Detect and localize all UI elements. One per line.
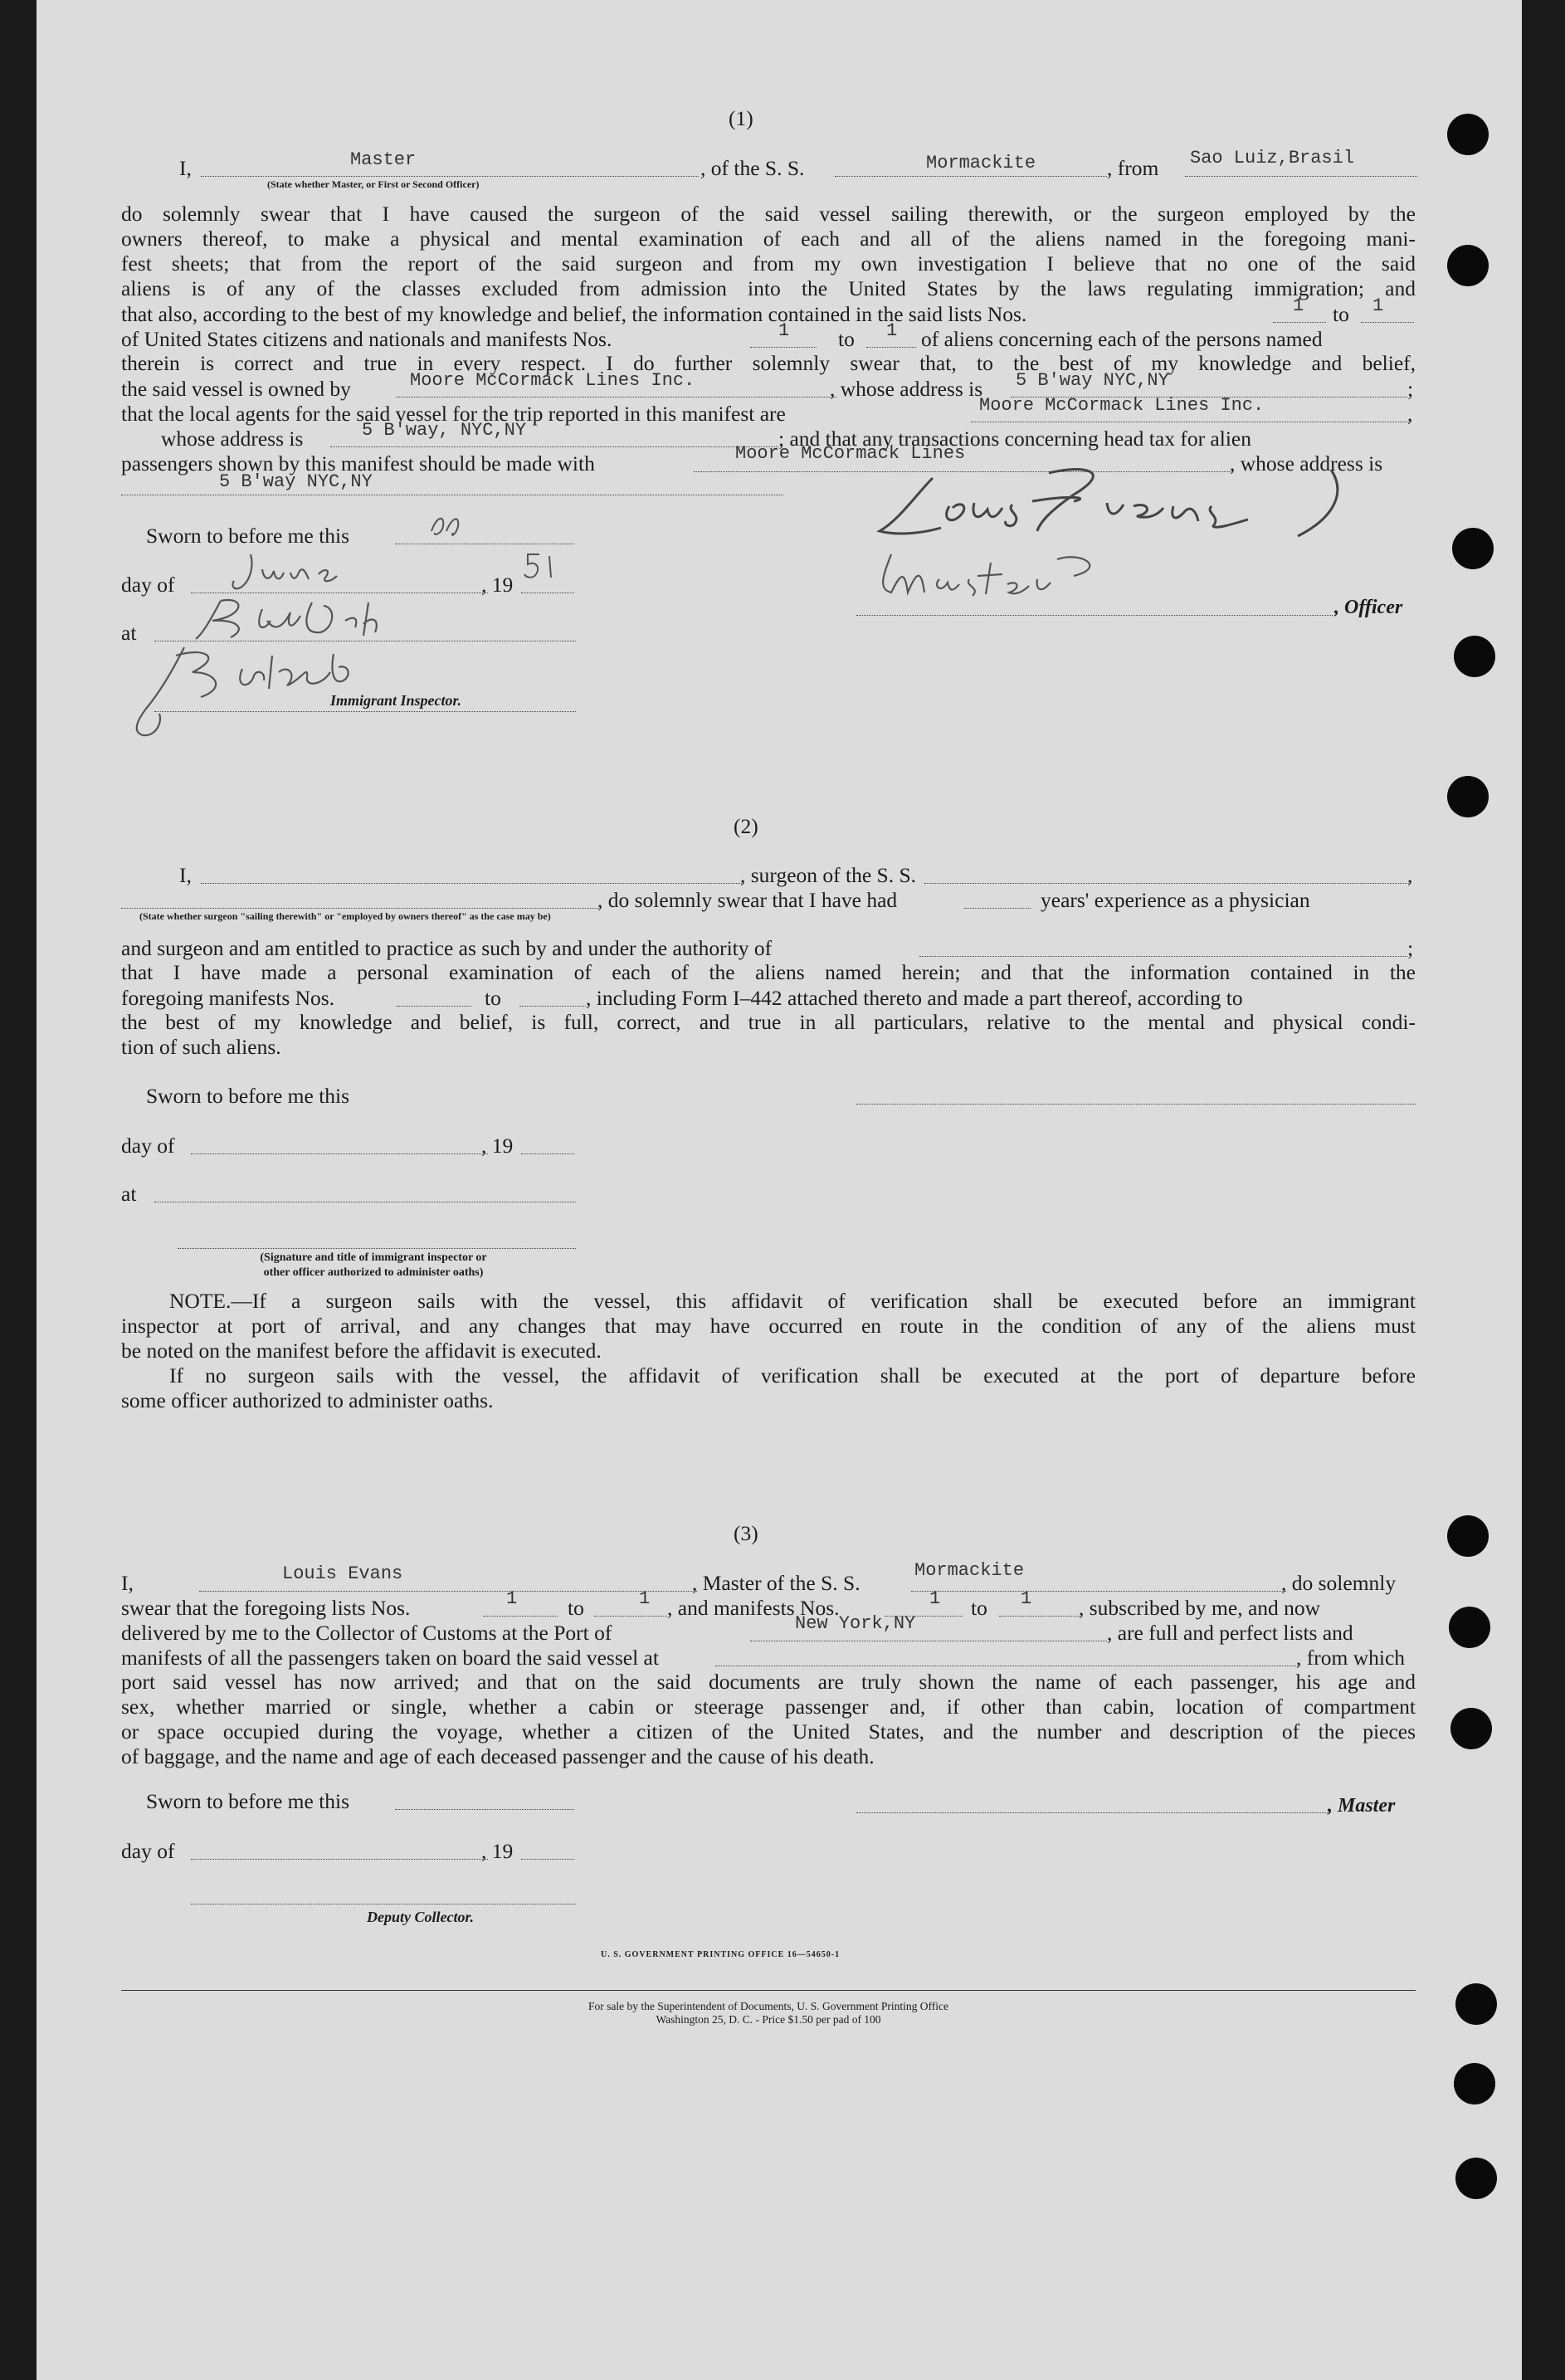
para-3-line-2a: swear that the foregoing lists Nos. (121, 1596, 411, 1620)
at-label: at (121, 621, 137, 645)
day-of-label-2: day of (121, 1134, 175, 1158)
lists-to-field-3[interactable]: 1 (639, 1588, 651, 1609)
note-line-2: inspector at port of arrival, and any changes that may have occurred en route in the condition of any of the aliens must (121, 1314, 1416, 1338)
vessel-field-3[interactable]: Mormackite (914, 1560, 1025, 1581)
master-signature (866, 461, 1414, 553)
para-2-line-3a: foregoing manifests Nos. (121, 986, 335, 1010)
handwritten-day (428, 511, 470, 539)
agents-address-label: whose address is (161, 427, 304, 451)
inspector-caption: Immigrant Inspector. (330, 692, 462, 709)
para-1-line-1: do solemnly swear that I have caused the surgeon of the said vessel sailing therewith, or the surgeon employed by the (121, 202, 1416, 226)
manifests-to-field-3[interactable]: 1 (1021, 1588, 1032, 1609)
to-label-3: to (485, 986, 501, 1010)
para-3-line-6: sex, whether married or single, whether a cabin or steerage passenger and, if other than cabin, location of compartment (121, 1695, 1416, 1719)
para-1-line-2: owners thereof, to make a physical and mental examination of each and all of the aliens named in the foregoing mani- (121, 227, 1416, 251)
name-line (199, 1591, 697, 1592)
punch-hole (1450, 1708, 1492, 1749)
para-3-line-5: port said vessel has now arrived; and that on the said documents are truly shown the name of each passenger, his age and (121, 1670, 1416, 1694)
printing-office: U. S. GOVERNMENT PRINTING OFFICE 16—54650-1 (601, 1950, 841, 1959)
day-of-label-3: day of (121, 1839, 175, 1863)
master-caption: , Master (1328, 1795, 1396, 1817)
years-line (964, 908, 1031, 909)
port-field[interactable]: New York,NY (795, 1613, 916, 1634)
master-sig-line-3 (856, 1812, 1328, 1813)
year-prefix: , 19 (481, 573, 514, 597)
comma-2: , (1407, 863, 1413, 887)
para-2-line-3b: , including Form I–442 attached thereto and made a part thereof, according to (586, 986, 1243, 1010)
manifest-from-line (397, 1006, 471, 1007)
at-label-2: at (121, 1182, 137, 1206)
lists-from-field-3[interactable]: 1 (506, 1588, 518, 1609)
whose-address-label: , whose address is (1230, 451, 1383, 476)
officer-line (856, 615, 1333, 616)
para-1-line-4: aliens is of any of the classes excluded from admission into the United States by the laws regulating immigration; and (121, 276, 1416, 300)
note2-line-1: If no surgeon sails with the vessel, the affidavit of verification shall be executed at the port of departure before (169, 1363, 1416, 1388)
owner-address-label: , whose address is (830, 377, 983, 401)
lists-from-line (1273, 322, 1326, 323)
para-3-line-2b: , and manifests Nos. (667, 1596, 840, 1620)
rank-field[interactable]: Master (350, 149, 417, 170)
manifests-to-field[interactable]: 1 (886, 320, 898, 341)
surgeon-name-line (201, 883, 743, 884)
manifests-to-line (866, 347, 916, 348)
surgeon-vessel-line (924, 883, 1409, 884)
surgeon-signature-line (856, 1104, 1416, 1105)
para-3-line-2c: , subscribed by me, and now (1079, 1596, 1321, 1620)
punch-hole (1452, 528, 1494, 569)
passengers-label: passengers shown by this manifest should be made with (121, 451, 595, 476)
sworn-day-line-3 (395, 1809, 574, 1810)
semicolon: ; (1407, 377, 1414, 401)
day-line-2 (191, 1153, 488, 1154)
inspector-line (154, 711, 576, 712)
day-line-3 (191, 1859, 488, 1860)
lists-to-field[interactable]: 1 (1372, 295, 1384, 316)
to-label-2: to (838, 327, 855, 351)
sig-caption-2: other officer authorized to administer oaths) (263, 1266, 484, 1279)
year-line-2 (521, 1153, 574, 1154)
solemnly-label: , do solemnly swear that I have had (597, 888, 898, 912)
punch-hole (1455, 2158, 1497, 2199)
vessel-field[interactable]: Mormackite (926, 153, 1036, 173)
punch-hole (1449, 1607, 1490, 1648)
rank-field-line (201, 176, 699, 177)
from-field-line (1185, 176, 1417, 177)
to-label-4: to (568, 1596, 584, 1620)
passengers-field[interactable]: Moore McCormack Lines (735, 443, 966, 464)
solemnly-label-3: , do solemnly (1281, 1571, 1397, 1595)
para-2-line-2: that I have made a personal examination of each of the aliens named herein; and that the information contained in the (121, 960, 1416, 984)
final-address-field[interactable]: 5 B'way NYC,NY (219, 471, 373, 492)
years-label: years' experience as a physician (1041, 888, 1310, 912)
punch-hole (1454, 2063, 1495, 2104)
para-3-line-3a: delivered by me to the Collector of Customs at the Port of (121, 1621, 612, 1645)
para-3-line-7: or space occupied during the voyage, whether a citizen of the United States, and the number and description of the pieces (121, 1719, 1416, 1744)
section-1-heading: (1) (729, 106, 753, 130)
sale-line-1: For sale by the Superintendent of Documents, U. S. Government Printing Office (588, 2000, 948, 2012)
manifests-to-line-3 (999, 1616, 1080, 1617)
to-label-5: to (971, 1596, 987, 1620)
para-3-line-3b: , are full and perfect lists and (1107, 1621, 1353, 1645)
lists-to-line-3 (594, 1616, 667, 1617)
i-label-3: I, (121, 1571, 134, 1595)
name-field[interactable]: Louis Evans (282, 1563, 403, 1584)
punch-hole (1455, 1983, 1497, 2025)
section-2-heading: (2) (734, 814, 758, 838)
surgeon-ss-label: , surgeon of the S. S. (740, 863, 917, 887)
to-label: to (1333, 302, 1349, 326)
vessel-line-3 (911, 1591, 1286, 1592)
agents-address-line (330, 446, 778, 447)
para-2-line-5: tion of such aliens. (121, 1035, 281, 1059)
from-field[interactable]: Sao Luiz,Brasil (1190, 148, 1355, 168)
note2-line-2: some officer authorized to administer oaths. (121, 1388, 494, 1412)
day-of-label: day of (121, 573, 175, 597)
master-ss-label: , Master of the S. S. (692, 1571, 861, 1595)
owner-address-field[interactable]: 5 B'way NYC,NY (1016, 370, 1169, 391)
from-label: , from (1107, 156, 1159, 180)
section-3-heading: (3) (734, 1521, 758, 1545)
rank-caption: (State whether Master, or First or Second Officer) (267, 178, 480, 190)
para-3-line-4: manifests of all the passengers taken on board the said vessel at (121, 1646, 659, 1670)
owned-label: the said vessel is owned by (121, 377, 351, 401)
owner-field[interactable]: Moore McCormack Lines Inc. (410, 370, 695, 391)
surgeon-status-line (121, 908, 601, 909)
comma: , (1407, 402, 1413, 426)
form-sheet (37, 0, 1522, 2380)
manifest-to-line (519, 1006, 586, 1007)
punch-hole (1447, 245, 1489, 286)
para-2-line-4: the best of my knowledge and belief, is full, correct, and true in all particulars, relative to the mental and physical condi- (121, 1010, 1416, 1034)
lists-from-line-3 (483, 1616, 558, 1617)
sworn-label-2: Sworn to before me this (146, 1084, 350, 1108)
vessel-field-line (835, 176, 1107, 177)
handwritten-year (521, 551, 563, 581)
i-label-2: I, (179, 863, 192, 887)
deputy-caption: Deputy Collector. (367, 1909, 474, 1925)
footer-rule (121, 1990, 1416, 1991)
punch-hole (1447, 1515, 1489, 1557)
authority-line (919, 956, 1407, 957)
semicolon-2: ; (1407, 936, 1414, 960)
year-prefix-2: , 19 (481, 1134, 514, 1158)
sworn-label: Sworn to before me this (146, 524, 350, 548)
para-3-line-4-end: , from which (1296, 1646, 1406, 1670)
punch-hole (1454, 636, 1495, 677)
year-line-3 (521, 1859, 574, 1860)
punch-hole (1447, 776, 1489, 817)
manifests-from-field[interactable]: 1 (778, 320, 790, 341)
year-prefix-3: , 19 (481, 1839, 514, 1863)
sig-caption-1: (Signature and title of immigrant inspector or (260, 1251, 487, 1264)
para-1-line-5: that also, according to the best of my knowledge and belief, the information contained in the said lists Nos. (121, 302, 1027, 326)
officer-caption: , Officer (1334, 597, 1403, 618)
para-1-line-6a: of United States citizens and nationals and manifests Nos. (121, 327, 612, 351)
of-ss-label: , of the S. S. (700, 156, 805, 180)
manifests-from-field-3[interactable]: 1 (929, 1588, 941, 1609)
inspector-line-2 (178, 1248, 576, 1249)
agents-address-field[interactable]: 5 B'way, NYC,NY (362, 420, 527, 441)
i-label: I, (179, 156, 192, 180)
agents-field[interactable]: Moore McCormack Lines Inc. (979, 395, 1265, 416)
para-1-line-7: therein is correct and true in every respect. I do further solemnly swear that, to the best of my knowledge and belief, (121, 351, 1416, 375)
lists-to-line (1361, 322, 1414, 323)
authority-label: and surgeon and am entitled to practice as such by and under the authority of (121, 936, 773, 960)
sale-line-2: Washington 25, D. C. - Price $1.50 per pad of 100 (656, 2013, 881, 2026)
master-title-handwritten (866, 543, 1148, 609)
sworn-label-3: Sworn to before me this (146, 1789, 350, 1813)
para-3-line-8: of baggage, and the name and age of each deceased passenger and the cause of his death. (121, 1744, 875, 1768)
para-1-line-3: fest sheets; that from the report of the said surgeon and from my own investigation I believe that no one of the said (121, 251, 1416, 276)
para-1-line-6b: of aliens concerning each of the persons named (921, 327, 1323, 351)
manifests-from-line (750, 347, 817, 348)
agents-label: that the local agents for the said vessel for the trip reported in this manifest are (121, 402, 786, 426)
lists-from-field[interactable]: 1 (1293, 295, 1304, 316)
note-line-1: NOTE.—If a surgeon sails with the vessel, this affidavit of verification shall be executed before an immigrant (169, 1289, 1416, 1313)
head-tax-text: ; and that any transactions concerning head tax for alien (778, 427, 1251, 451)
handwritten-month (226, 548, 392, 594)
note-line-3: be noted on the manifest before the affidavit is executed. (121, 1339, 602, 1363)
surgeon-caption: (State whether surgeon "sailing therewith" or "employed by owners thereof" as the case may be) (139, 910, 551, 922)
punch-hole (1447, 114, 1489, 155)
